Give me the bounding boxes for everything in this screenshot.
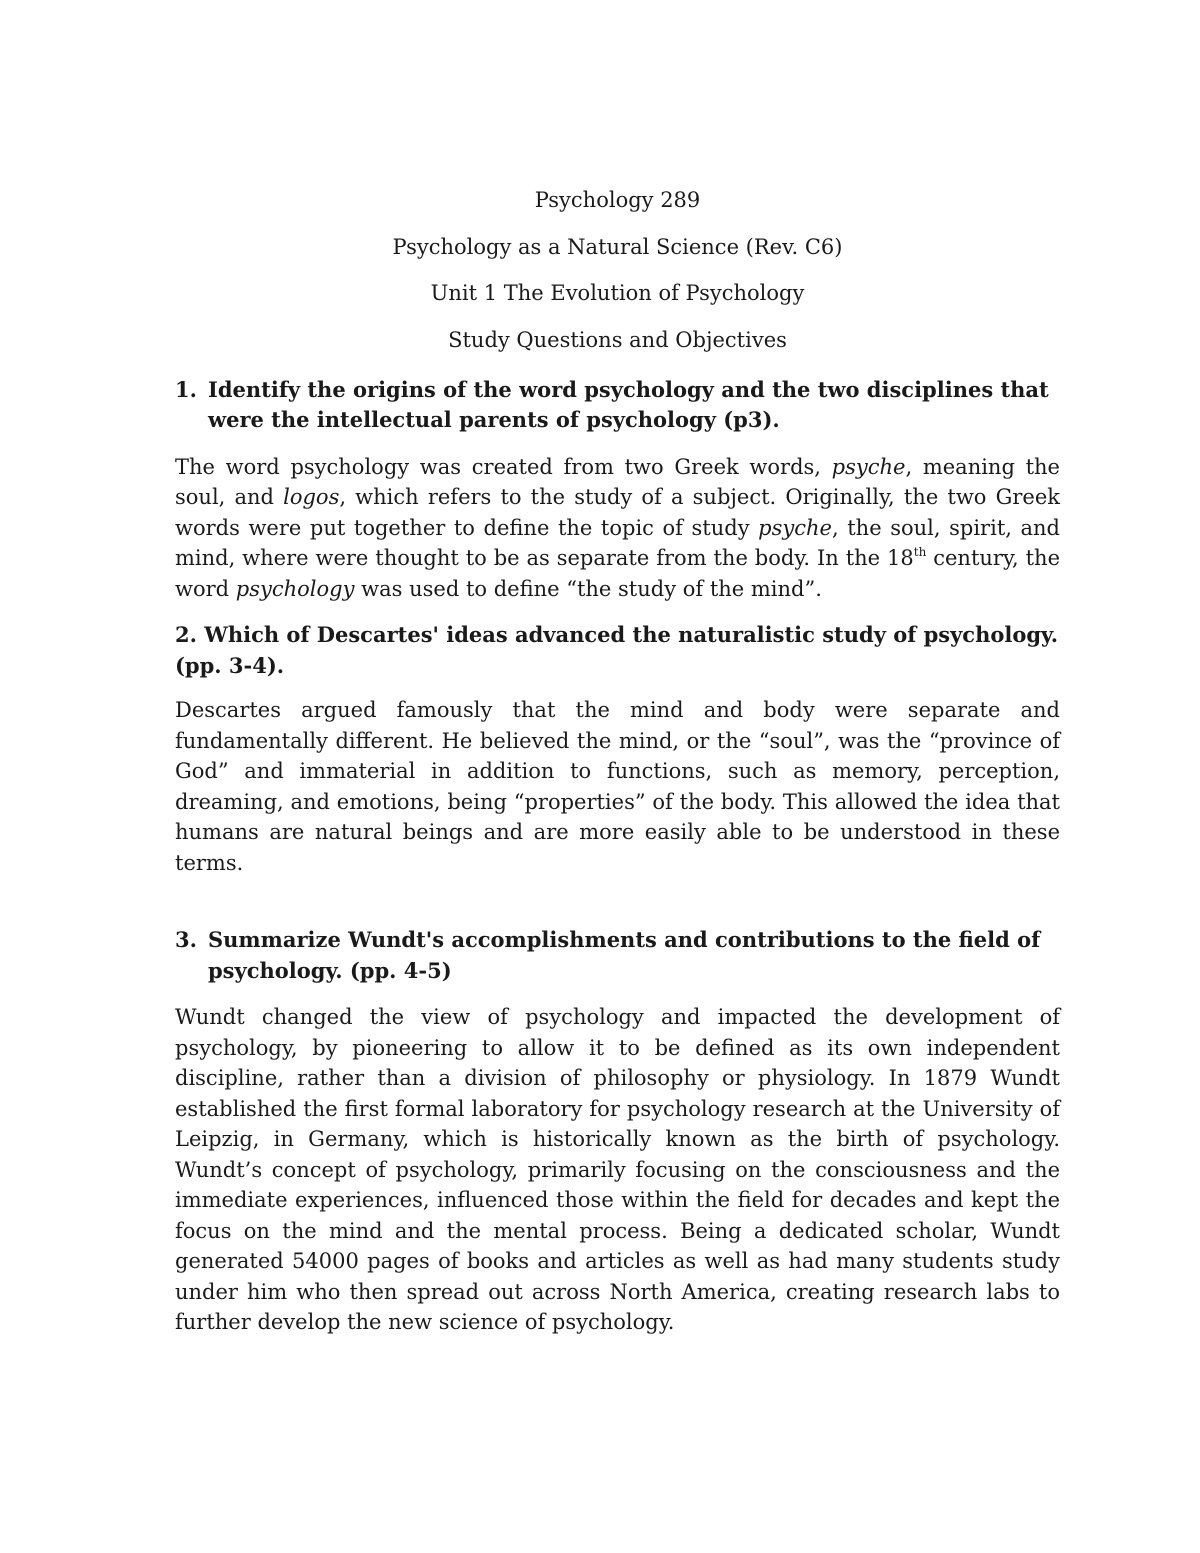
answer-1-italic-logos: logos bbox=[283, 485, 340, 509]
course-title: Psychology as a Natural Science (Rev. C6) bbox=[392, 234, 843, 259]
unit-title: Unit 1 The Evolution of Psychology bbox=[430, 281, 805, 305]
answer-1-part-3: , which refers to the study of a subject. Originally, the two Greek words were put together to define the topic of study bbox=[175, 485, 1060, 540]
answer-1 bbox=[175, 452, 1060, 605]
question-1 bbox=[175, 375, 1060, 436]
question-1-number: 1. bbox=[175, 376, 197, 402]
question-2 bbox=[175, 620, 1060, 681]
answer-3: Wundt changed the view of psychology and impacted the development of psychology, by pioneering to allow it to be defined as its own independent discipline, rather than a division of philosophy or physiology. In 1879 Wundt established the first formal laboratory for psychology research at the University of Leipzig, in Germany, which is historically known as the birth of psychology. Wundt’s concept of psychology, primarily focusing on the consciousness and the immediate experiences, influenced those within the field for decades and kept the focus on the mind and the mental process. Being a dedicated scholar, Wundt generated 54000 pages of books and articles as well as had many students study under him who then spread out across North America, creating research labs to further develop the new science of psychology. bbox=[175, 1005, 1060, 1334]
question-3-text: Summarize Wundt's accomplishments and contributions to the field of psychology. (pp. 4-5) bbox=[208, 927, 1041, 983]
question-3-number: 3. bbox=[175, 927, 197, 952]
answer-1-part-6: was used to define “the study of the mind”. bbox=[354, 576, 822, 601]
answer-1-part-5: century, the word bbox=[175, 546, 1060, 601]
answer-1-italic-psyche-2: psyche bbox=[758, 515, 832, 540]
answer-1-italic-psychology: psychology bbox=[235, 576, 355, 601]
question-2-text: 2. Which of Descartes' ideas advanced the naturalistic study of psychology. (pp. 3-4). bbox=[175, 622, 1059, 678]
question-3 bbox=[175, 925, 1060, 986]
answer-1-superscript: th bbox=[913, 545, 927, 559]
answer-1-part-2: , meaning the soul, and bbox=[175, 454, 1060, 509]
answer-1-part-1: The word psychology was created from two Greek words, bbox=[175, 454, 832, 479]
section-title: Study Questions and Objectives bbox=[448, 327, 787, 352]
answer-1-part-4: , the soul, spirit, and mind, where were thought to be as separate from the body. In the 18 bbox=[175, 515, 1061, 570]
answer-1-italic-psyche: psyche bbox=[831, 454, 906, 479]
answer-2: Descartes argued famously that the mind and body were separate and fundamentally different. He believed the mind, or the “soul”, was the “province of God” and immaterial in addition to functions, such as memory, perception, dreaming, and emotions, being “properties” of the body. This allowed the idea that humans are natural beings and are more easily able to be understood in these terms. bbox=[175, 698, 1060, 875]
course-number: Psychology 289 bbox=[534, 188, 701, 212]
question-1-text: Identify the origins of the word psychology and the two disciplines that were the intellectual parents of psychology (p3). bbox=[208, 376, 1049, 432]
document-page bbox=[175, 185, 1060, 1338]
